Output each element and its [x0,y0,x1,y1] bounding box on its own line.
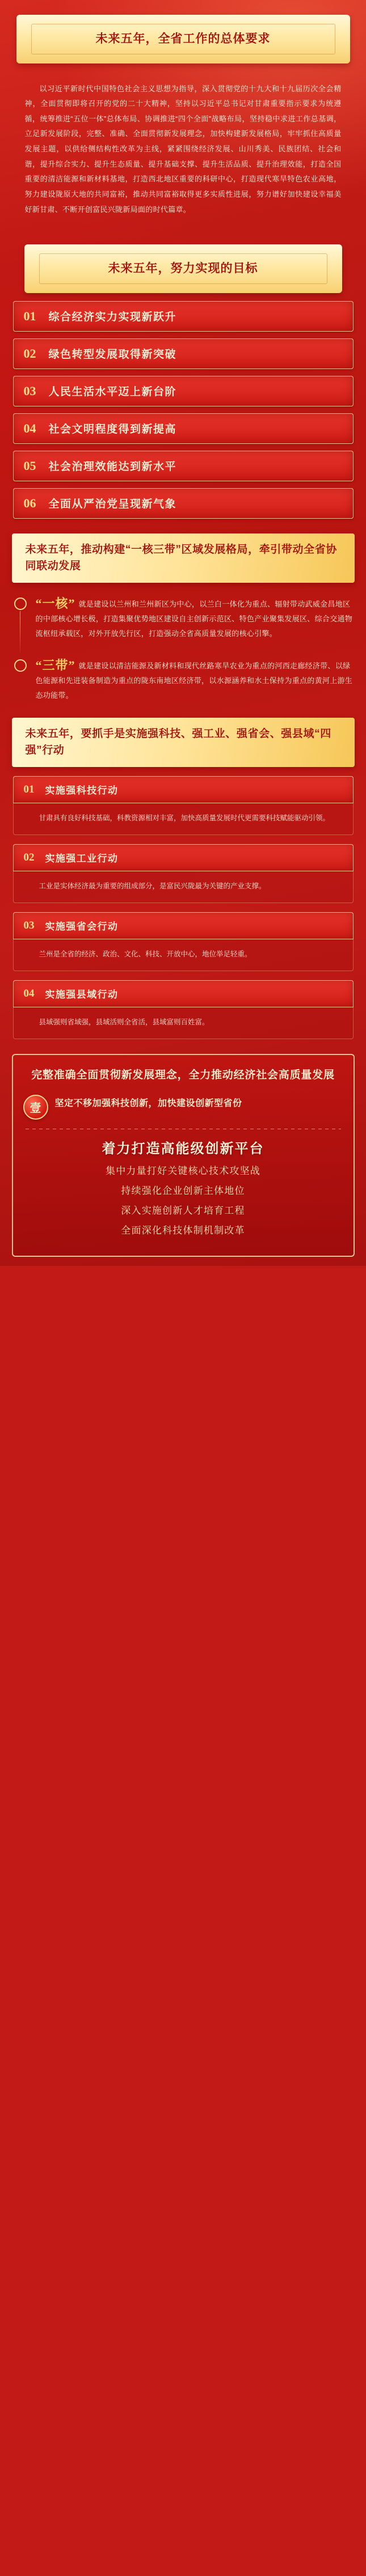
goal-number: 01 [23,308,36,323]
goal-item[interactable] [13,338,354,369]
section4-plate [12,718,355,767]
seal-row [23,1095,343,1120]
action-card-header [13,912,354,939]
goal-label: 综合经济实力实现新跃升 [48,311,177,324]
action-number: 02 [23,851,35,863]
section1-banner-inner [31,24,335,54]
poster-page [0,0,366,1266]
action-card-header [13,844,354,871]
highlight-item: 持续强化企业创新主体地位 [121,1185,245,1196]
section1-banner [16,15,350,63]
regional-item-paragraph [36,656,355,703]
action-card[interactable] [13,980,354,1039]
regional-term: “一核” [35,596,75,611]
goal-item[interactable] [13,413,354,444]
goal-item[interactable] [13,376,354,406]
goal-label: 人民生活水平迈上新台阶 [48,386,177,399]
regional-item-paragraph [36,594,355,641]
action-body: 县域强则省域强，县域活则全省活，县域富则百姓富。 [13,1007,354,1039]
highlight-item: 着力打造高能级创新平台 [102,1141,264,1156]
action-card-header [13,776,354,803]
section1-paragraph: 以习近平新时代中国特色社会主义思想为指导，深入贯彻党的十九大和十九届历次全会精神，全面贯彻即将召开的党的二十大精神，坚持以习近平总书记对甘肃重要指示要求为统遵循，统筹推进“五位一体”总体布局、协调推进“四个全面”战略布局，坚持稳中求进工作总基调，立足新发展阶段，完整、准确、全面贯彻新发展理念，加快构建新发展格局，牢牢抓住高质量发展主题，以供给侧结构性改革为主线，紧紧围绕经济发展、山川秀美、民族团结、社会和谐，提升综合实力、提升生态质量、提升基础支撑、提升生活品质、提升治理效能，打造全国重要的清洁能源和新材料基地，打造西北地区重要的科研中心，打造现代寒旱特色农业高地，努力建设陇原大地的共同富裕，推动共同富裕取得更多实质性进展，努力谱好加快建设幸福美好新甘肃、不断开创富民兴陇新局面的时代篇章。 [24,84,342,214]
section1-title: 未来五年，全省工作的总体要求 [95,32,271,45]
goal-number: 04 [23,421,36,435]
regional-item [12,594,355,641]
goal-number: 06 [23,495,36,510]
section3-title: 未来五年，推动构建“一核三带”区域发展格局，牵引带动全省协同联动发展 [25,543,337,573]
bottom-panel [12,1054,355,1257]
goal-label: 绿色转型发展取得新突破 [48,349,177,361]
circle-marker-icon [14,659,27,672]
regional-item [12,656,355,703]
section2-title: 未来五年，努力实现的目标 [108,262,258,276]
action-title: 实施强工业行动 [45,853,119,865]
section5-title: 完整准确全面贯彻新发展理念，全力推动经济社会高质量发展 [31,1069,335,1081]
highlight-item: 深入实施创新人才培育工程 [121,1205,245,1216]
section-goals [0,244,366,519]
goal-label: 全面从严治党呈现新气象 [48,498,177,511]
action-card-header [13,980,354,1007]
action-card[interactable] [13,912,354,971]
action-body: 工业是实体经济最为重要的组成部分，是富民兴陇最为关键的产业支撑。 [13,871,354,903]
highlight-item: 全面深化科技体制机制改革 [121,1225,245,1236]
circle-marker-icon [14,598,27,610]
goal-label: 社会治理效能达到新水平 [48,461,177,473]
action-card[interactable] [13,844,354,903]
highlight-item: 集中力量打好关键核心技术攻坚战 [106,1165,260,1176]
action-card[interactable] [13,776,354,835]
section4-title: 未来五年，要抓手是实施强科技、强工业、强省会、强县域“四强”行动 [25,727,331,757]
goal-number: 03 [23,383,36,398]
section3-plate [12,533,355,583]
action-title: 实施强科技行动 [45,785,119,796]
action-number: 03 [23,919,35,931]
section2-banner [24,244,342,293]
section-development-concept [0,1054,366,1257]
action-body: 兰州是全省的经济、政治、文化、科技、开放中心，地位举足轻重。 [13,939,354,971]
regional-body: 就是建设以兰州和兰州新区为中心，以兰白一体化为重点、辐射带动武威金昌地区的中部核心增长极，打造集聚优势地区建设自主创新示范区、特色产业聚集发展区、综合交通物流枢纽承载区，对外开放先行区，打造强动全省高质量发展的核心引擎。 [35,599,353,638]
action-title: 实施强县域行动 [45,989,119,1001]
section-regional-layout [0,533,366,703]
action-title: 实施强省会行动 [45,921,119,933]
section-four-strong-actions [0,718,366,1039]
action-number: 01 [23,783,35,795]
section2-banner-inner [39,253,327,284]
goal-item[interactable] [13,301,354,332]
goal-number: 05 [23,458,36,473]
section-overall-requirements [0,15,366,230]
seal-icon: 壹 [23,1095,48,1120]
goal-label: 社会文明程度得到新提高 [48,423,177,436]
goal-item[interactable] [13,488,354,519]
action-body: 甘肃具有良好科技基础，科教资源相对丰富，加快高质量发展时代更需要科技赋能驱动引领。 [13,803,354,835]
seal-caption: 坚定不移加强科技创新，加快建设创新型省份 [54,1098,242,1108]
goal-list [13,301,354,519]
goal-item[interactable] [13,451,354,481]
goal-number: 02 [23,346,36,361]
regional-body: 就是建设以清洁能源及新材料和现代丝路寒旱农业为重点的河西走廊经济带、以绿色能源和先进装备制造为重点的陇东南地区经济带，以水源涵养和水土保持为重点的黄河上游生态功能带。 [35,661,353,700]
action-number: 04 [23,987,35,999]
regional-term: “三带” [35,658,75,672]
